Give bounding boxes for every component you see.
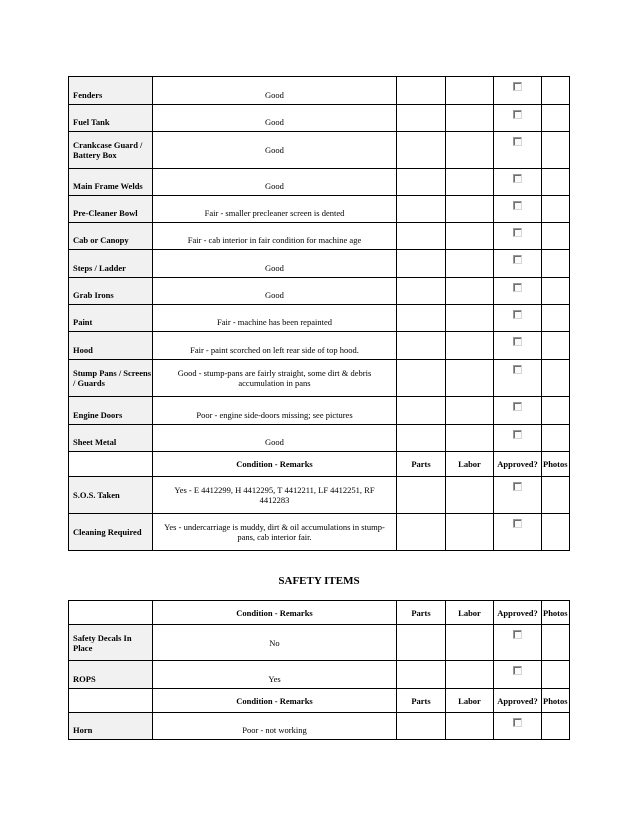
condition-remark: Yes - undercarriage is muddy, dirt & oil accumulations in stump-pans, cab interior fair. (153, 514, 397, 551)
parts-cell[interactable] (397, 305, 446, 332)
safety-table (68, 600, 570, 740)
item-name: Steps / Ladder (69, 250, 153, 278)
header-labor: Labor (446, 452, 494, 477)
parts-cell[interactable] (397, 105, 446, 132)
approved-checkbox[interactable] (513, 82, 522, 91)
approved-checkbox[interactable] (513, 666, 522, 675)
header-blank (69, 689, 153, 713)
photos-cell[interactable] (542, 278, 570, 305)
condition-remark: Fair - machine has been repainted (153, 305, 397, 332)
item-name: Grab Irons (69, 278, 153, 305)
condition-remark: Fair - smaller precleaner screen is dented (153, 196, 397, 223)
labor-cell[interactable] (446, 360, 494, 397)
item-name: Stump Pans / Screens / Guards (69, 360, 153, 397)
photos-cell[interactable] (542, 77, 570, 105)
header-approved: Approved? (494, 689, 542, 713)
item-name: Cleaning Required (69, 514, 153, 551)
item-name: Engine Doors (69, 397, 153, 425)
approved-cell (494, 196, 542, 223)
condition-remark: Good (153, 425, 397, 452)
approved-checkbox[interactable] (513, 201, 522, 210)
table-row (69, 169, 570, 196)
table-row (69, 477, 570, 514)
photos-cell[interactable] (542, 169, 570, 196)
approved-checkbox[interactable] (513, 365, 522, 374)
approved-cell (494, 132, 542, 169)
condition-remark: Yes - E 4412299, H 4412295, T 4412211, LF 4412251, RF 4412283 (153, 477, 397, 514)
table-row (69, 397, 570, 425)
photos-cell[interactable] (542, 196, 570, 223)
table-row (69, 278, 570, 305)
labor-cell[interactable] (446, 661, 494, 689)
header-blank (69, 452, 153, 477)
header-blank (69, 601, 153, 625)
header-photos: Photos (542, 452, 570, 477)
table-row (69, 360, 570, 397)
labor-cell[interactable] (446, 332, 494, 360)
parts-cell[interactable] (397, 514, 446, 551)
condition-remark: Good (153, 278, 397, 305)
parts-cell[interactable] (397, 332, 446, 360)
condition-remark: Good (153, 77, 397, 105)
approved-checkbox[interactable] (513, 630, 522, 639)
item-name: Main Frame Welds (69, 169, 153, 196)
table-row (69, 661, 570, 689)
labor-cell[interactable] (446, 425, 494, 452)
inspection-table (68, 76, 570, 551)
photos-cell[interactable] (542, 425, 570, 452)
photos-cell[interactable] (542, 332, 570, 360)
approved-cell (494, 105, 542, 132)
labor-cell[interactable] (446, 196, 494, 223)
labor-cell[interactable] (446, 169, 494, 196)
table-row (69, 713, 570, 740)
approved-cell (494, 713, 542, 740)
approved-checkbox[interactable] (513, 430, 522, 439)
photos-cell[interactable] (542, 661, 570, 689)
approved-checkbox[interactable] (513, 718, 522, 727)
condition-remark: Good (153, 132, 397, 169)
photos-cell[interactable] (542, 250, 570, 278)
approved-cell (494, 625, 542, 661)
condition-remark: Poor - engine side-doors missing; see pictures (153, 397, 397, 425)
parts-cell[interactable] (397, 169, 446, 196)
labor-cell[interactable] (446, 105, 494, 132)
header-approved: Approved? (494, 452, 542, 477)
header-parts: Parts (397, 452, 446, 477)
approved-checkbox[interactable] (513, 228, 522, 237)
item-name: S.O.S. Taken (69, 477, 153, 514)
item-name: Horn (69, 713, 153, 740)
labor-cell[interactable] (446, 132, 494, 169)
approved-cell (494, 360, 542, 397)
approved-cell (494, 332, 542, 360)
labor-cell[interactable] (446, 625, 494, 661)
table-row (69, 223, 570, 250)
section-title: SAFETY ITEMS (278, 575, 360, 587)
item-name: Crankcase Guard / Battery Box (69, 132, 153, 169)
header-labor: Labor (446, 601, 494, 625)
parts-cell[interactable] (397, 397, 446, 425)
header-remarks: Condition - Remarks (153, 452, 397, 477)
approved-checkbox[interactable] (513, 174, 522, 183)
table-row (69, 514, 570, 551)
condition-remark: Fair - cab interior in fair condition for machine age (153, 223, 397, 250)
item-name: Sheet Metal (69, 425, 153, 452)
approved-checkbox[interactable] (513, 482, 522, 491)
photos-cell[interactable] (542, 397, 570, 425)
item-name: Paint (69, 305, 153, 332)
photos-cell[interactable] (542, 625, 570, 661)
table-row (69, 425, 570, 452)
item-name: Fenders (69, 77, 153, 105)
labor-cell[interactable] (446, 305, 494, 332)
parts-cell[interactable] (397, 77, 446, 105)
approved-cell (494, 305, 542, 332)
item-name: Cab or Canopy (69, 223, 153, 250)
approved-cell (494, 250, 542, 278)
photos-cell[interactable] (542, 360, 570, 397)
condition-remark: Fair - paint scorched on left rear side of top hood. (153, 332, 397, 360)
approved-checkbox[interactable] (513, 310, 522, 319)
header-remarks: Condition - Remarks (153, 689, 397, 713)
approved-checkbox[interactable] (513, 519, 522, 528)
approved-cell (494, 661, 542, 689)
labor-cell[interactable] (446, 713, 494, 740)
approved-cell (494, 77, 542, 105)
table-row (69, 250, 570, 278)
labor-cell[interactable] (446, 250, 494, 278)
parts-cell[interactable] (397, 278, 446, 305)
photos-cell[interactable] (542, 105, 570, 132)
approved-cell (494, 477, 542, 514)
labor-cell[interactable] (446, 477, 494, 514)
parts-cell[interactable] (397, 713, 446, 740)
parts-cell[interactable] (397, 132, 446, 169)
condition-remark: Poor - not working (153, 713, 397, 740)
labor-cell[interactable] (446, 278, 494, 305)
labor-cell[interactable] (446, 77, 494, 105)
condition-remark: Good (153, 169, 397, 196)
photos-cell[interactable] (542, 305, 570, 332)
table-row (69, 332, 570, 360)
photos-cell[interactable] (542, 477, 570, 514)
photos-cell[interactable] (542, 713, 570, 740)
condition-remark: Good - stump-pans are fairly straight, some dirt & debris accumulation in pans (153, 360, 397, 397)
item-name: Safety Decals In Place (69, 625, 153, 661)
approved-checkbox[interactable] (513, 402, 522, 411)
header-labor: Labor (446, 689, 494, 713)
condition-remark: Yes (153, 661, 397, 689)
condition-remark: Good (153, 250, 397, 278)
item-name: Hood (69, 332, 153, 360)
approved-cell (494, 223, 542, 250)
photos-cell[interactable] (542, 223, 570, 250)
parts-cell[interactable] (397, 360, 446, 397)
table-row (69, 105, 570, 132)
table-row (69, 132, 570, 169)
parts-cell[interactable] (397, 223, 446, 250)
parts-cell[interactable] (397, 661, 446, 689)
parts-cell[interactable] (397, 625, 446, 661)
table-row (69, 77, 570, 105)
item-name: Fuel Tank (69, 105, 153, 132)
approved-cell (494, 425, 542, 452)
table-row (69, 305, 570, 332)
table-header-row (69, 689, 570, 713)
table-header-row (69, 452, 570, 477)
item-name: ROPS (69, 661, 153, 689)
table-header-row (69, 601, 570, 625)
photos-cell[interactable] (542, 132, 570, 169)
approved-cell (494, 169, 542, 196)
labor-cell[interactable] (446, 397, 494, 425)
header-parts: Parts (397, 689, 446, 713)
photos-cell[interactable] (542, 514, 570, 551)
condition-remark: No (153, 625, 397, 661)
table-row (69, 625, 570, 661)
approved-cell (494, 397, 542, 425)
approved-checkbox[interactable] (513, 137, 522, 146)
header-parts: Parts (397, 601, 446, 625)
header-photos: Photos (542, 601, 570, 625)
labor-cell[interactable] (446, 223, 494, 250)
header-remarks: Condition - Remarks (153, 601, 397, 625)
parts-cell[interactable] (397, 477, 446, 514)
parts-cell[interactable] (397, 250, 446, 278)
item-name: Pre-Cleaner Bowl (69, 196, 153, 223)
parts-cell[interactable] (397, 425, 446, 452)
approved-checkbox[interactable] (513, 337, 522, 346)
parts-cell[interactable] (397, 196, 446, 223)
table-row (69, 196, 570, 223)
labor-cell[interactable] (446, 514, 494, 551)
approved-checkbox[interactable] (513, 283, 522, 292)
approved-cell (494, 514, 542, 551)
approved-checkbox[interactable] (513, 110, 522, 119)
condition-remark: Good (153, 105, 397, 132)
header-approved: Approved? (494, 601, 542, 625)
approved-checkbox[interactable] (513, 255, 522, 264)
approved-cell (494, 278, 542, 305)
header-photos: Photos (542, 689, 570, 713)
